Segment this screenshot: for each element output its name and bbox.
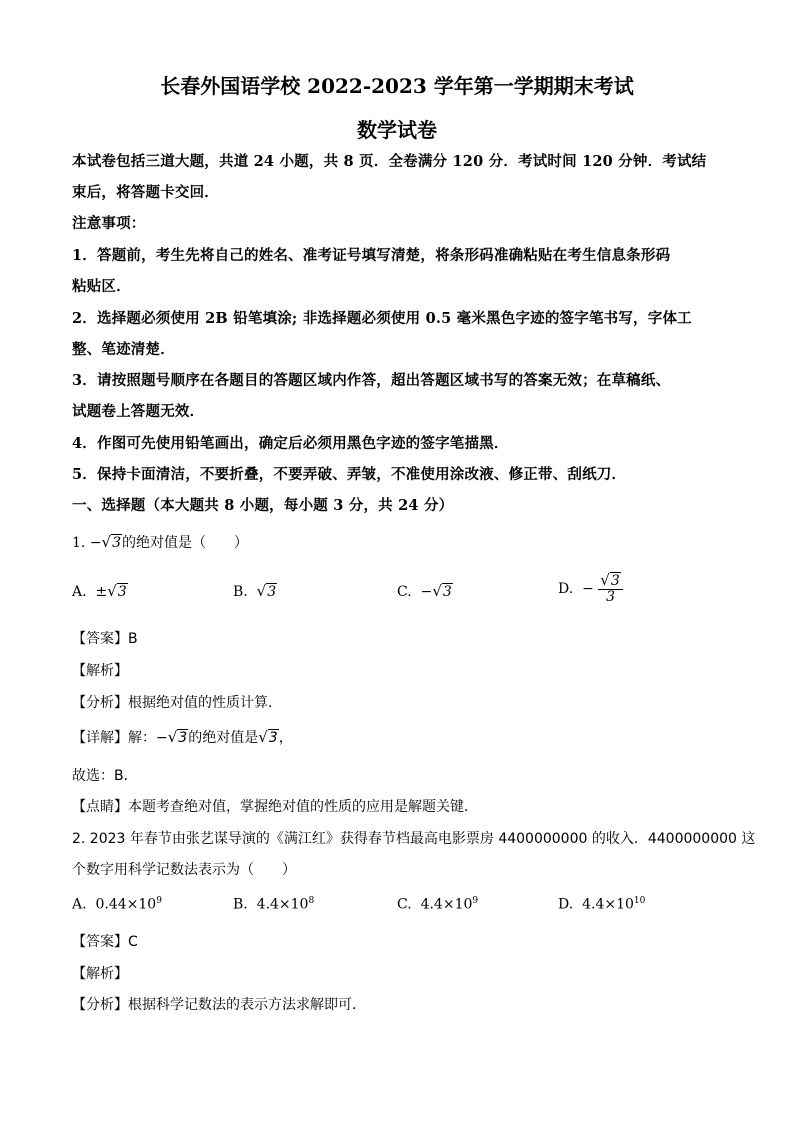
notice-line: 1．答题前，考生先将自己的姓名、准考证号填写清楚，将条形码准确粘贴在考生信息条形码 bbox=[72, 247, 671, 264]
question-1-fenxi: 【分析】根据绝对值的性质计算． bbox=[72, 695, 282, 711]
question-2-stem-line-1: 2. 2023 年春节由张艺谋导演的《满江红》获得春节档最高电影票房 4400000000 的收入．4400000000 这 bbox=[72, 831, 756, 847]
notice-line: 整、笔迹清楚． bbox=[72, 341, 175, 358]
notice-line: 粘贴区． bbox=[72, 278, 131, 295]
question-1-detail: 【详解】解：−√3的绝对值是√3， bbox=[72, 728, 293, 746]
question-1-analysis-heading: 【解析】 bbox=[72, 663, 128, 679]
question-2-analysis-heading: 【解析】 bbox=[72, 966, 128, 982]
question-1-option-c: C. −√3 bbox=[397, 582, 452, 600]
question-2-fenxi: 【分析】根据科学记数法的表示方法求解即可． bbox=[72, 997, 366, 1013]
question-1-answer: 【答案】B bbox=[72, 631, 138, 647]
question-2-option-c: C. $4.4\times 10^9$ bbox=[397, 896, 479, 913]
question-1-option-d: D. − $\frac{√3}{3}$ bbox=[558, 572, 623, 606]
question-1-option-b: B. √3 bbox=[233, 582, 277, 600]
notice-line: 4．作图可先使用铅笔画出，确定后必须用黑色字迹的签字笔描黑． bbox=[72, 435, 509, 452]
notice-heading: 注意事项： bbox=[72, 215, 146, 232]
fraction: $\frac{√3}{3}$ bbox=[598, 572, 622, 606]
question-2-answer: 【答案】C bbox=[72, 934, 138, 950]
exam-title: 长春外国语学校 2022-2023 学年第一学期期末考试 bbox=[160, 74, 634, 98]
question-2-stem-line-2: 个数字用科学记数法表示为（ ） bbox=[72, 862, 296, 878]
question-2-option-a: A. $0.44\times 10^9$ bbox=[72, 896, 162, 913]
sqrt-expression: √3 bbox=[101, 533, 122, 551]
question-1-stem: 1. −√3的绝对值是（ ） bbox=[72, 533, 249, 551]
section-heading: 一、选择题（本大题共 8 小题，每小题 3 分，共 24 分） bbox=[72, 497, 454, 514]
notice-line: 5．保持卡面清洁，不要折叠，不要弄破、弄皱，不准使用涂改液、修正带、刮纸刀． bbox=[72, 466, 627, 483]
question-1-option-a: A. ±√3 bbox=[72, 582, 127, 600]
question-1-choice: 故选：B． bbox=[72, 768, 138, 784]
exam-subtitle: 数学试卷 bbox=[357, 118, 437, 142]
intro-line-2: 束后，将答题卡交回． bbox=[72, 184, 219, 201]
intro-line-1: 本试卷包括三道大题，共道 24 小题，共 8 页．全卷满分 120 分．考试时间 120 分钟．考试结 bbox=[72, 153, 707, 170]
notice-line: 3．请按照题号顺序在各题目的答题区域内作答，超出答题区域书写的答案无效；在草稿纸、 bbox=[72, 372, 671, 389]
question-1-comment: 【点睛】本题考查绝对值，掌握绝对值的性质的应用是解题关键． bbox=[72, 799, 478, 815]
notice-line: 2．选择题必须使用 2B 铅笔填涂; 非选择题必须使用 0.5 毫米黑色字迹的签字笔书写，字体工 bbox=[72, 310, 692, 327]
notice-line: 试题卷上答题无效． bbox=[72, 403, 205, 420]
question-2-option-b: B. $4.4\times 10^8$ bbox=[233, 896, 315, 913]
question-2-option-d: D. $4.4\times 10^{10}$ bbox=[558, 896, 646, 913]
